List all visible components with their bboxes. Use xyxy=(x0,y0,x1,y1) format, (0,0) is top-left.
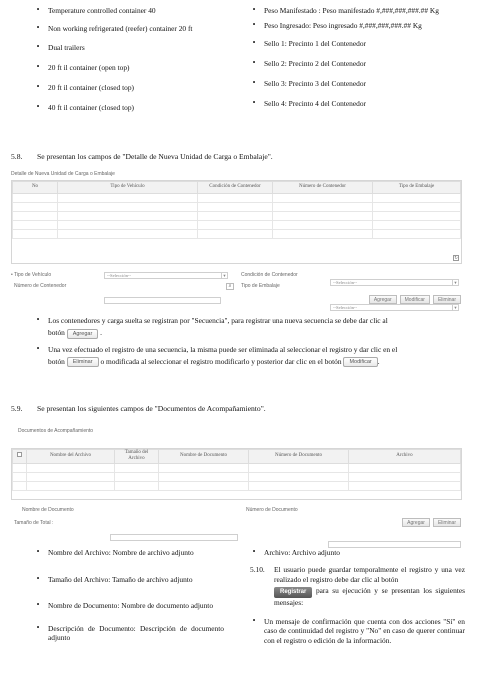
top-left-list xyxy=(34,6,234,113)
table-row[interactable] xyxy=(13,463,461,472)
list-item: • Dual trailers xyxy=(36,41,85,52)
list-item: • Los contenedores y carga suelta se registran por "Secuencia", para registrar una nueva secuencia se debe dar clic al botón Agregar . xyxy=(36,315,388,338)
chevron-down-icon: ▼ xyxy=(453,280,458,285)
panel2-actions xyxy=(402,518,461,527)
col-condicion[interactable]: Condición de Contenedor xyxy=(198,182,273,194)
condicion-select[interactable]: --Selección-- ▼ xyxy=(330,279,459,286)
table-row[interactable] xyxy=(13,212,461,221)
tipo-vehiculo-select[interactable]: --Selección-- ▼ xyxy=(104,272,228,279)
search-icon[interactable]: ⌕ xyxy=(226,283,234,290)
table-row[interactable] xyxy=(13,221,461,230)
label-nombre-documento: Nombre de Documento xyxy=(22,507,74,513)
table-row[interactable] xyxy=(13,194,461,203)
select-all-checkbox[interactable] xyxy=(17,452,22,457)
list-item: • Sello 1: Precinto 1 del Contenedor xyxy=(252,37,367,48)
panel1-actions xyxy=(369,295,461,304)
col-checkbox[interactable] xyxy=(13,450,27,464)
section-5-10: 5.10. El usuario puede guardar temporalmente el registro y una vez realizado el registro debe dar clic al botón Registrar para su ejecución y se presentan los siguientes mensajes: xyxy=(250,565,465,607)
col-numero[interactable]: Número de Contenedor xyxy=(273,182,373,194)
list-item: • Un mensaje de confirmación que cuenta con dos acciones "Sí" en caso de continuidad del registro y "No" en caso de querer continuar con el registro o edición de la información. xyxy=(252,616,465,645)
section-5-9-heading: 5.9. Se presentan los siguientes campos de "Documentos de Acompañamiento". xyxy=(11,404,266,413)
numero-contenedor-input[interactable] xyxy=(104,297,221,304)
list-item: • Sello 2: Precinto 2 del Contenedor xyxy=(252,57,367,68)
label-numero-contenedor: Número de Contenedor xyxy=(14,283,67,289)
modificar-button[interactable]: Modificar xyxy=(400,295,430,304)
unidad-table xyxy=(12,181,461,239)
top-right-list xyxy=(250,6,465,109)
list-item: • 40 ft il container (closed top) xyxy=(36,102,134,113)
list-item: • 20 ft il container (closed top) xyxy=(36,82,134,92)
eliminar-doc-button[interactable]: Eliminar xyxy=(433,518,461,527)
col-tipo-vehiculo[interactable]: Tipo de Vehículo xyxy=(58,182,198,194)
numero-documento-input[interactable] xyxy=(328,541,461,548)
label-numero-documento: Número de Documento xyxy=(246,507,298,513)
section-5-8-heading: 5.8. Se presentan los campos de "Detalle de Nueva Unidad de Carga o Embalaje". xyxy=(11,152,273,161)
list-item: • Descripción de Documento: Descripción de documento adjunto xyxy=(36,622,224,642)
list-item: • Tamaño del Archivo: Tamaño de archivo adjunto xyxy=(36,574,193,585)
col-no[interactable]: No xyxy=(13,182,58,194)
col-tamano-archivo[interactable]: Tamaño del Archivo xyxy=(115,450,159,464)
table-row[interactable] xyxy=(13,481,461,490)
list-item: • Sello 3: Precinto 3 del Contenedor xyxy=(252,78,367,88)
list-item: • Peso Manifestado : Peso manifestado #,###,###,###.## Kg xyxy=(252,5,439,15)
bottom-right xyxy=(250,548,465,645)
registrar-inline-button: Registrar xyxy=(274,587,312,598)
list-item: • Peso Ingresado: Peso ingresado #,###,###,###.## Kg xyxy=(252,20,422,31)
list-item: • Nombre del Archivo: Nombre de archivo adjunto xyxy=(36,547,194,557)
list-item: • Temperature controlled container 40 xyxy=(36,5,156,15)
list-item: • Non working refrigerated (reefer) container 20 ft xyxy=(36,23,193,34)
list-item: • Sello 4: Precinto 4 del Contenedor xyxy=(252,98,367,109)
col-tipo-embalaje[interactable]: Tipo de Embalaje xyxy=(373,182,461,194)
table-row[interactable] xyxy=(13,230,461,239)
agregar-doc-button[interactable]: Agregar xyxy=(402,518,430,527)
modificar-inline-button: Modificar xyxy=(343,357,377,367)
nombre-documento-input[interactable] xyxy=(110,534,238,541)
agregar-button[interactable]: Agregar xyxy=(369,295,397,304)
chevron-down-icon: ▼ xyxy=(222,273,227,278)
panel-detalle-unidad xyxy=(11,180,462,264)
col-nombre-documento[interactable]: Nombre de Documento xyxy=(159,450,249,464)
panel-detalle-title: Detalle de Nueva Unidad de Carga o Embalaje xyxy=(11,171,115,177)
list-item: • Nombre de Documento: Nombre de documento adjunto xyxy=(36,599,214,610)
eliminar-inline-button: Eliminar xyxy=(67,357,99,367)
col-numero-documento[interactable]: Número de Documento xyxy=(249,450,349,464)
col-nombre-archivo[interactable]: Nombre del Archivo xyxy=(27,450,115,464)
panel-documentos-title: Documentos de Acompañamiento xyxy=(18,428,94,434)
col-archivo[interactable]: Archivo xyxy=(349,450,461,464)
list-item: • Una vez efectuado el registro de una secuencia, la misma puede ser eliminada al seleccionar el registro y dar clic en el botón Eliminar o modificada al seleccionar el registro modificarlo y posterior dar clic en el botón Modificar . xyxy=(36,343,398,366)
chevron-down-icon: ▼ xyxy=(453,305,458,310)
agregar-inline-button: Agregar xyxy=(67,329,99,339)
bottom-left-list xyxy=(34,548,224,642)
eliminar-button[interactable]: Eliminar xyxy=(433,295,461,304)
table-header-row xyxy=(13,450,461,464)
label-tipo-embalaje: Tipo de Embalaje xyxy=(241,283,280,289)
label-condicion: Condición de Contenedor xyxy=(241,272,298,278)
table-row[interactable] xyxy=(13,472,461,481)
list-item: • 20 ft il container (open top) xyxy=(36,61,130,72)
documentos-table xyxy=(12,449,461,491)
mid-bullets xyxy=(34,316,464,367)
tamano-total-label: Tamaño de Total : xyxy=(14,520,54,526)
table-header-row xyxy=(13,182,461,194)
refresh-icon[interactable]: ↻ xyxy=(454,255,458,260)
panel-documentos xyxy=(11,448,462,500)
list-item: • Archivo: Archivo adjunto xyxy=(252,547,340,557)
label-tipo-vehiculo: • Tipo de Vehículo xyxy=(11,272,52,278)
table-row[interactable] xyxy=(13,203,461,212)
tipo-embalaje-select[interactable]: --Selección-- ▼ xyxy=(330,304,459,311)
